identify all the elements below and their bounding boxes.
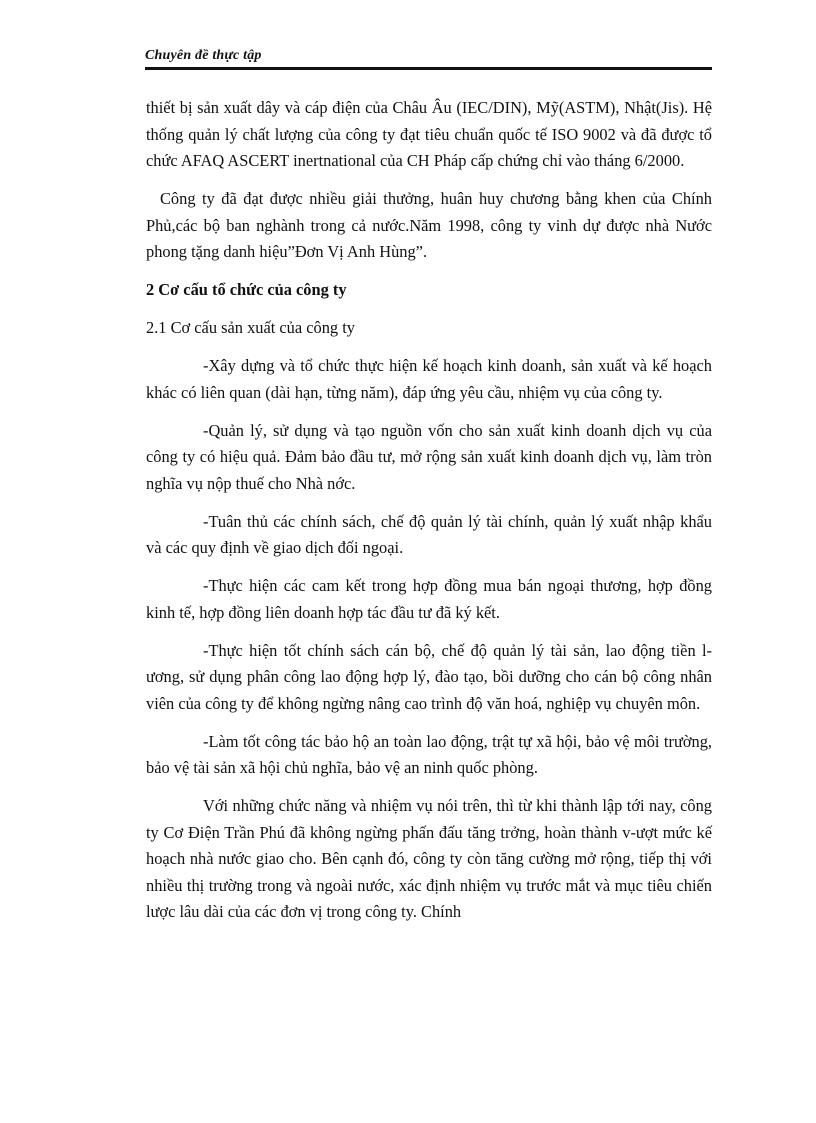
duty-paragraph: -Xây dựng và tổ chức thực hiện kế hoạch kinh doanh, sản xuất và kế hoạch khác có liên quan (dài hạn, từng năm), đáp ứng yêu cầu, nhiệm vụ của công ty. — [146, 356, 712, 402]
intro-paragraph: thiết bị sản xuất dây và cáp điện của Châu Âu (IEC/DIN), Mỹ(ASTM), Nhật(Jis). Hệ thống quản lý chất lượng của công ty đạt tiêu chuẩn quốc tế ISO 9002 và đã được tổ chức AFAQ ASCERT inertnational của CH Pháp cấp chứng chỉ vào tháng 6/2000. — [146, 98, 712, 170]
duty-paragraph: -Thực hiện các cam kết trong hợp đồng mua bán ngoại thương, hợp đồng kinh tế, hợp đồng liên doanh hợp tác đầu tư đã ký kết. — [146, 576, 712, 622]
duty-paragraph: -Thực hiện tốt chính sách cán bộ, chế độ quản lý tài sản, lao động tiền l-ương, sử dụng phân công lao động hợp lý, đào tạo, bồi dưỡng cho cán bộ công nhân viên của công ty để không ngừng nâng cao trình độ văn hoá, nghiệp vụ chuyên môn. — [146, 640, 712, 713]
header-title: Chuyên đề thực tập — [145, 48, 262, 63]
section-heading: 2 Cơ cấu tổ chức của công ty — [146, 280, 347, 299]
awards-paragraph: Công ty đã đạt được nhiều giải thưởng, huân huy chương bằng khen của Chính Phủ,các bộ ban nghành trong cả nước.Năm 1998, công ty vinh dự được nhà Nước phong tặng danh hiệu”Đơn Vị Anh Hùng”. — [146, 189, 712, 261]
duty-paragraph: -Làm tốt công tác bảo hộ an toàn lao động, trật tự xã hội, bảo vệ môi trường, bảo vệ tài sản xã hội chủ nghĩa, bảo vệ an ninh quốc phòng. — [146, 731, 712, 777]
document-body — [146, 95, 712, 937]
header-rule — [145, 67, 712, 70]
closing-paragraph: Với những chức năng và nhiệm vụ nói trên, thì từ khi thành lập tới nay, công ty Cơ Điện Trần Phú đã không ngừng phấn đấu tăng trởng, hoàn thành v-ượt mức kế hoạch nhà nước giao cho. Bên cạnh đó, công ty còn tăng cường mở rộng, tiếp thị với nhiều thị trường trong và ngoài nước, xác định nhiệm vụ trước mắt và mục tiêu chiến lược lâu dài của các đơn vị trong công ty. Chính — [146, 796, 712, 921]
subsection-heading: 2.1 Cơ cấu sản xuất của công ty — [146, 318, 355, 337]
duty-paragraph: -Quản lý, sử dụng và tạo nguồn vốn cho sản xuất kinh doanh dịch vụ của công ty có hiệu quả. Đảm bảo đầu tư, mở rộng sản xuất kinh doanh dịch vụ, làm tròn nghĩa vụ nộp thuế cho Nhà nớc. — [146, 420, 712, 493]
page-header — [145, 44, 712, 70]
duty-paragraph: -Tuân thủ các chính sách, chế độ quản lý tài chính, quản lý xuất nhập khẩu và các quy định về giao dịch đối ngoại. — [146, 511, 712, 557]
